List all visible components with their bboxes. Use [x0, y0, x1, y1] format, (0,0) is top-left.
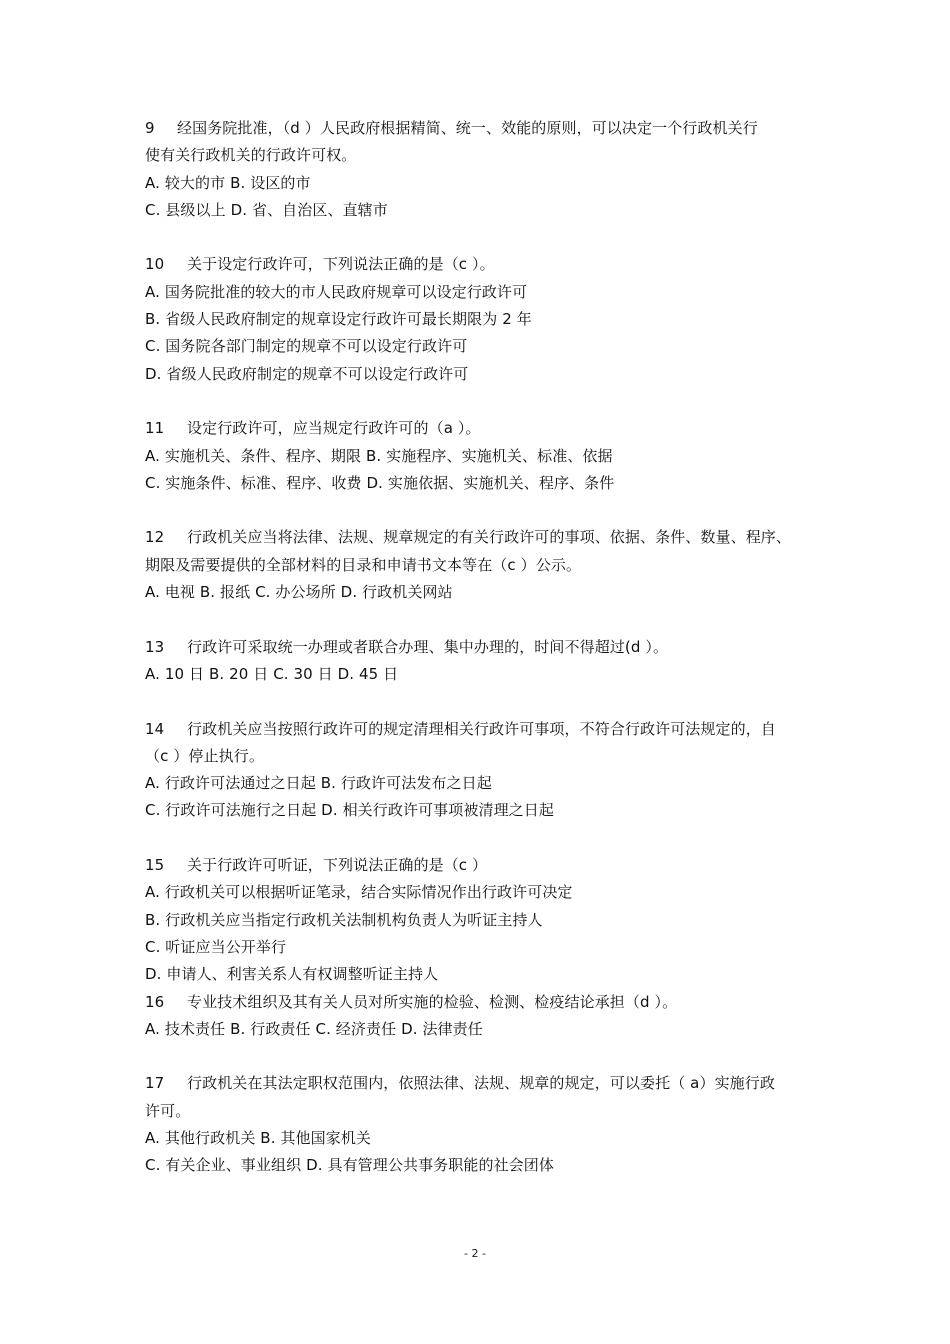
question-14	[145, 716, 815, 825]
answer-option-line: A. 国务院批准的较大的市人民政府规章可以设定行政许可	[145, 282, 528, 301]
answer-option-line: A. 技术责任 B. 行政责任 C. 经济责任 D. 法律责任	[145, 1019, 483, 1038]
question-10	[145, 251, 815, 387]
answer-option-line: A. 电视 B. 报纸 C. 办公场所 D. 行政机关网站	[145, 583, 453, 602]
question-stem-line: 13 行政许可采取统一办理或者联合办理、集中办理的，时间不得超过(d ）。	[145, 634, 815, 661]
spacer	[145, 606, 815, 633]
answer-option-line: A. 10 日 B. 20 日 C. 30 日 D. 45 日	[145, 664, 399, 683]
question-13	[145, 634, 815, 689]
answer-option-line: C. 国务院各部门制定的规章不可以设定行政许可	[145, 337, 468, 356]
answer-option-line: B. 省级人民政府制定的规章设定行政许可最长期限为 2 年	[145, 310, 532, 329]
question-12	[145, 524, 815, 606]
question-stem-line: 11 设定行政许可，应当规定行政许可的（a ）。	[145, 415, 815, 442]
answer-option-line: C. 听证应当公开举行	[145, 937, 287, 956]
answer-option-line: C. 实施条件、标准、程序、收费 D. 实施依据、实施机关、程序、条件	[145, 473, 615, 492]
question-number: 17	[145, 1074, 165, 1093]
answer-option-line: A. 行政机关可以根据听证笔录，结合实际情况作出行政许可决定	[145, 883, 573, 902]
question-number: 15	[145, 856, 165, 875]
answer-option-line: A. 其他行政机关 B. 其他国家机关	[145, 1128, 372, 1147]
question-17	[145, 1070, 815, 1179]
answer-option-line: A. 行政许可法通过之日起 B. 行政许可法发布之日起	[145, 774, 492, 793]
spacer	[145, 1043, 815, 1070]
question-stem-line: 期限及需要提供的全部材料的目录和申请书文本等在（c ）公示。	[145, 555, 582, 574]
spacer	[145, 688, 815, 715]
question-stem-line: 12 行政机关应当将法律、法规、规章规定的有关行政许可的事项、依据、条件、数量、程序、	[145, 524, 815, 551]
spacer	[145, 825, 815, 852]
question-stem-line: 10 关于设定行政许可，下列说法正确的是（c ）。	[145, 251, 815, 278]
question-stem-line: 17 行政机关在其法定职权范围内，依照法律、法规、规章的规定，可以委托（ a）实施行政	[145, 1070, 815, 1097]
answer-option-line: D. 省级人民政府制定的规章不可以设定行政许可	[145, 364, 469, 383]
question-stem-line: 16 专业技术组织及其有关人员对所实施的检验、检测、检疫结论承担（d ）。	[145, 989, 815, 1016]
spacer	[145, 497, 815, 524]
question-9	[145, 115, 815, 224]
question-number: 13	[145, 637, 165, 656]
question-number: 11	[145, 419, 165, 438]
answer-option-line: C. 县级以上 D. 省、自治区、直辖市	[145, 200, 388, 219]
spacer	[145, 224, 815, 251]
question-list	[145, 115, 815, 1180]
answer-option-line: C. 有关企业、事业组织 D. 具有管理公共事务职能的社会团体	[145, 1156, 554, 1175]
question-stem-line: 9 经国务院批准，（d ）人民政府根据精简、统一、效能的原则，可以决定一个行政机关行	[145, 115, 815, 142]
answer-option-line: B. 行政机关应当指定行政机关法制机构负责人为听证主持人	[145, 910, 543, 929]
answer-option-line: A. 较大的市 B. 设区的市	[145, 173, 311, 192]
question-stem-line: （c ）停止执行。	[145, 746, 264, 765]
question-stem-line: 使有关行政机关的行政许可权。	[145, 146, 357, 165]
question-16	[145, 989, 815, 1044]
question-stem-line: 15 关于行政许可听证，下列说法正确的是（c ）	[145, 852, 815, 879]
answer-option-line: D. 申请人、利害关系人有权调整听证主持人	[145, 965, 439, 984]
question-number: 12	[145, 528, 165, 547]
question-number: 16	[145, 992, 165, 1011]
answer-option-line: C. 行政许可法施行之日起 D. 相关行政许可事项被清理之日起	[145, 801, 554, 820]
question-stem-line: 14 行政机关应当按照行政许可的规定清理相关行政许可事项，不符合行政许可法规定的，自	[145, 716, 815, 743]
question-number: 10	[145, 255, 165, 274]
question-number: 9	[145, 119, 155, 137]
question-number: 14	[145, 719, 165, 738]
page-number: - 2 -	[464, 1247, 486, 1260]
question-11	[145, 415, 815, 497]
question-15	[145, 852, 815, 988]
spacer	[145, 388, 815, 415]
answer-option-line: A. 实施机关、条件、程序、期限 B. 实施程序、实施机关、标准、依据	[145, 446, 613, 465]
question-stem-line: 许可。	[145, 1101, 191, 1120]
